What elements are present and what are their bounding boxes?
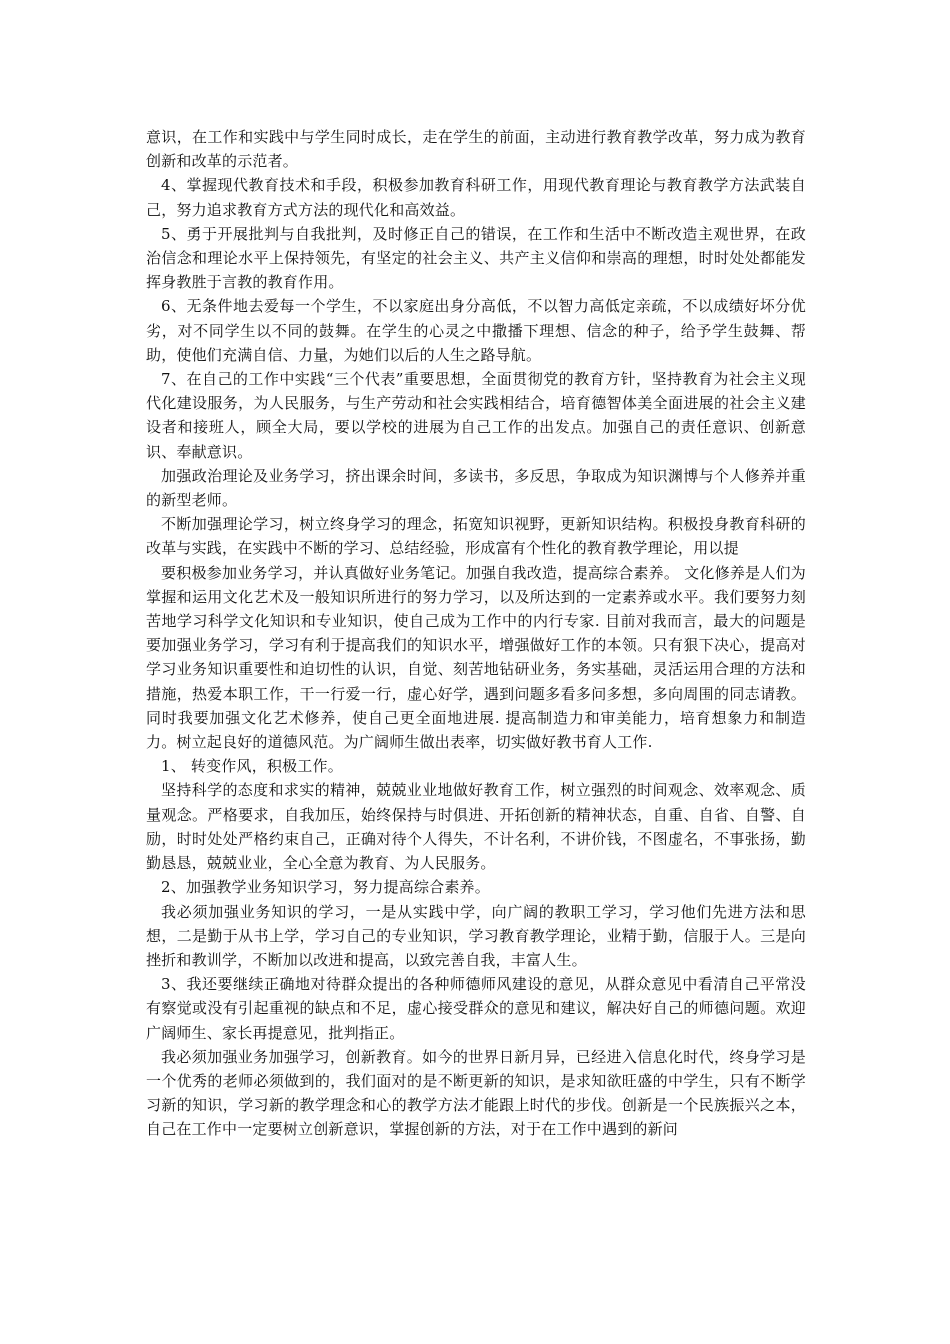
paragraph-5: 7、在自己的工作中实践“三个代表”重要思想，全面贯彻党的教育方针，坚持教育为社会主义现代化建设服务，为人民服务，与生产劳动和社会实践相结合，培育德智体美全面进展的社会主义建设者和接班人，顾全大局，要以学校的进展为自己工作的出发点。加强自己的责任意识、创新意识、奉献意识。 <box>146 370 806 461</box>
paragraph-3: 5、勇于开展批判与自我批判，及时修正自己的错误，在工作和生活中不断改造主观世界，在政治信念和理论水平上保持领先，有坚定的社会主义、共产主义信仰和崇高的理想，时时处处都能发挥身教胜于言教的教育作用。 <box>146 224 806 292</box>
paragraph-12: 我必须加强业务知识的学习，一是从实践中学，向广阔的教职工学习，学习他们先进方法和思想，二是勤于从书上学，学习自己的专业知识，学习教育教学理论，业精于勤，信服于人。三是向挫折和教训学，不断加以改进和提高，以致完善自我，丰富人生。 <box>146 902 806 969</box>
paragraph-2: 4、掌握现代教育技术和手段，积极参加教育科研工作，用现代教育理论与教育教学方法武装自己，努力追求教育方式方法的现代化和高效益。 <box>146 176 806 219</box>
paragraph-10: 坚持科学的态度和求实的精神，兢兢业业地做好教育工作，树立强烈的时间观念、效率观念、质量观念。严格要求，自我加压，始终保持与时俱进、开拓创新的精神状态，自重、自省、自警、自励，时时处处严格约束自己，正确对待个人得失，不计名利，不讲价钱，不图虚名，不事张扬，勤勤恳恳，兢兢业业，全心全意为教育、为人民服务。 <box>146 781 806 873</box>
paragraph-1: 意识，在工作和实践中与学生同时成长，走在学生的前面，主动进行教育教学改革，努力成为教育创新和改革的示范者。 <box>146 128 806 171</box>
paragraph-8: 要积极参加业务学习，并认真做好业务笔记。加强自我改造，提高综合素养。 文化修养是人们为掌握和运用文化艺术及一般知识所进行的努力学习，以及所达到的一定素养或水平。我们要努力刻苦地学习科学文化知识和专业知识，使自己成为工作中的内行专家. 目前对我而言，最大的问题是要加强业务学习，学习有利于提高我们的知识水平，增强做好工作的本领。只有狠下决心，提高对学习业务知识重要性和迫切性的认识，自觉、刻苦地钻研业务，务实基础，灵活运用合理的方法和措施，热爱本职工作，干一行爱一行，虚心好学，遇到问题多看多问多想，多向周围的同志请教。同时我要加强文化艺术修养，使自己更全面地进展. 提高制造力和审美能力，培育想象力和制造力。树立起良好的道德风范。为广阔师生做出表率，切实做好教书育人工作. <box>146 563 806 752</box>
paragraph-6: 加强政治理论及业务学习，挤出课余时间，多读书，多反思，争取成为知识渊博与个人修养并重的新型老师。 <box>146 466 806 510</box>
paragraph-11: 2、加强教学业务知识学习，努力提高综合素养。 <box>161 878 490 897</box>
paragraph-13: 3、我还要继续正确地对待群众提出的各种师德师风建设的意见，从群众意见中看清自己平常没有察觉或没有引起重视的缺点和不足，虚心接受群众的意见和建议，解决好自己的师德问题。欢迎广阔师生、家长再提意见，批判指正。 <box>146 975 806 1042</box>
paragraph-9: 1、 转变作风，积极工作。 <box>161 757 343 776</box>
paragraph-4: 6、无条件地去爱每一个学生，不以家庭出身分高低，不以智力高低定亲疏，不以成绩好坏分优劣，对不同学生以不同的鼓舞。在学生的心灵之中撒播下理想、信念的种子，给予学生鼓舞、帮助，使他们充满自信、力量，为她们以后的人生之路导航。 <box>146 297 806 364</box>
document-page <box>146 125 806 1142</box>
paragraph-7: 不断加强理论学习，树立终身学习的理念，拓宽知识视野，更新知识结构。积极投身教育科研的改革与实践，在实践中不断的学习、总结经验，形成富有个性化的教育教学理论，用以提 <box>146 515 806 558</box>
paragraph-14: 我必须加强业务加强学习，创新教育。如今的世界日新月异，已经进入信息化时代，终身学习是一个优秀的老师必须做到的，我们面对的是不断更新的知识，是求知欲旺盛的中学生，只有不断学习新的知识，学习新的教学理念和心的教学方法才能跟上时代的步伐。创新是一个民族振兴之本，自己在工作中一定要树立创新意识，掌握创新的方法，对于在工作中遇到的新问 <box>146 1047 806 1139</box>
